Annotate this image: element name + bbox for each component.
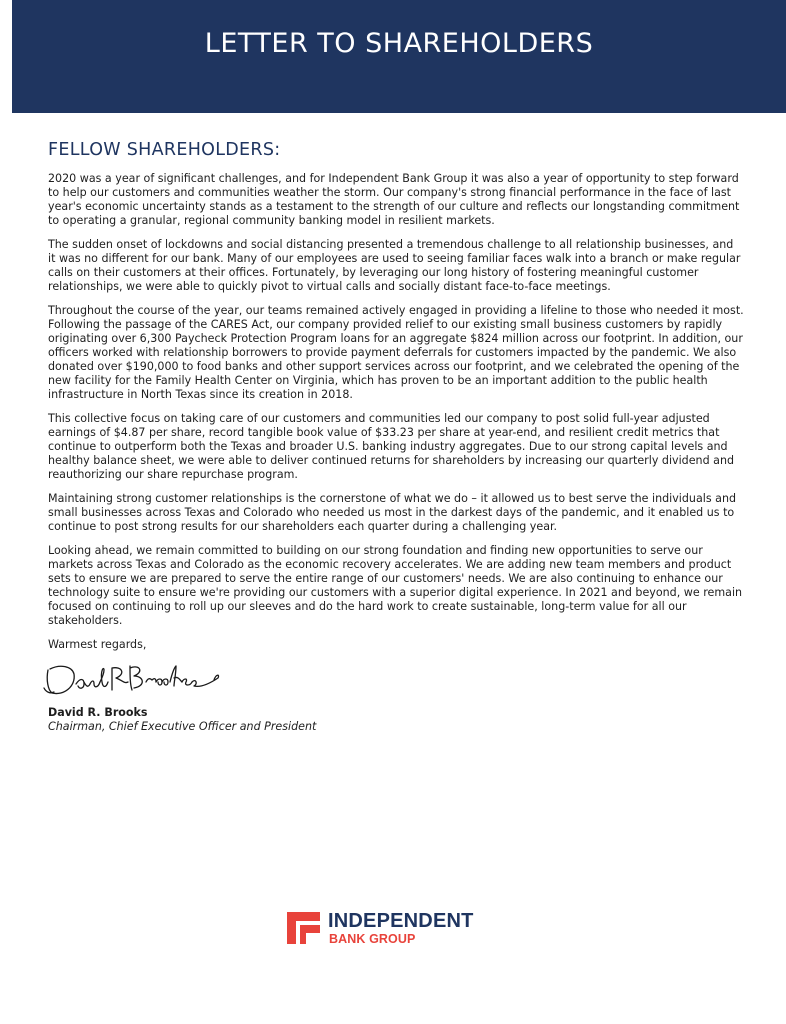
paragraph-5: Maintaining strong customer relationships is the cornerstone of what we do – it allowed us to best serve the individuals and small businesses across Texas and Colorado who needed us most in the darkest days of the pandemic, and it enabled us to continue to post strong results for our shareholders each quarter during a challenging year. <box>48 492 737 533</box>
paragraph-2: The sudden onset of lockdowns and social distancing presented a tremendous challenge to all relationship businesses, and it was no different for our bank. Many of our employees are used to seeing familiar faces walk into a branch or make regular calls on their customers at their offices. Fortunately, by leveraging our long history of fostering meaningful customer relationships, we were able to quickly pivot to virtual calls and socially distant face-to-face meetings. <box>48 238 741 293</box>
signer-name: David R. Brooks <box>48 706 148 719</box>
page-title: LETTER TO SHAREHOLDERS <box>204 28 594 59</box>
logo-text-independent: INDEPENDENT <box>328 910 474 932</box>
paragraph-3: Throughout the course of the year, our teams remained actively engaged in providing a lifeline to those who needed it most. Following the passage of the CARES Act, our company provided relief to our existing small business customers by rapidly originating over 6,300 Paycheck Protection Program loans for an aggregate $824 million across our footprint. In addition, our officers worked with relationship borrowers to provide payment deferrals for customers impacted by the pandemic. We also donated over $190,000 to food banks and other support services across our footprint, and we celebrated the opening of the new facility for the Family Health Center on Virginia, which has proven to be an important addition to the public health infrastructure in North Texas since its creation in 2018. <box>48 304 744 401</box>
signer-title: Chairman, Chief Executive Officer and President <box>48 720 317 733</box>
signature-image <box>42 660 242 700</box>
logo-text-bank-group: BANK GROUP <box>329 932 416 946</box>
logo-mark-icon <box>287 912 320 944</box>
closing: Warmest regards, <box>48 638 147 651</box>
paragraph-4: This collective focus on taking care of our customers and communities led our company to post solid full-year adjusted earnings of $4.87 per share, record tangible book value of $33.23 per share at year-end, and resilient credit metrics that continue to outperform both the Texas and broader U.S. banking industry aggregates. Due to our strong capital levels and healthy balance sheet, we were able to deliver continued returns for shareholders by increasing our quarterly dividend and reauthorizing our share repurchase program. <box>48 412 735 481</box>
salutation: FELLOW SHAREHOLDERS: <box>48 140 281 160</box>
letter-body <box>48 140 744 734</box>
company-logo <box>287 910 517 946</box>
header-banner <box>12 0 786 113</box>
paragraph-6: Looking ahead, we remain committed to building on our strong foundation and finding new opportunities to serve our markets across Texas and Colorado as the economic recovery accelerates. We are adding new team members and product sets to ensure we are prepared to serve the entire range of our customers' needs. We are also continuing to enhance our technology suite to ensure we're providing our customers with a superior digital experience. In 2021 and beyond, we remain focused on continuing to roll up our sleeves and do the hard work to create sustainable, long-term value for all our stakeholders. <box>48 544 743 627</box>
paragraph-1: 2020 was a year of significant challenges, and for Independent Bank Group it was also a year of opportunity to step forward to help our customers and communities weather the storm. Our company's strong financial performance in the face of last year's economic uncertainty stands as a testament to the strength of our culture and reflects our longstanding commitment to operating a granular, regional community banking model in resilient markets. <box>48 172 740 227</box>
